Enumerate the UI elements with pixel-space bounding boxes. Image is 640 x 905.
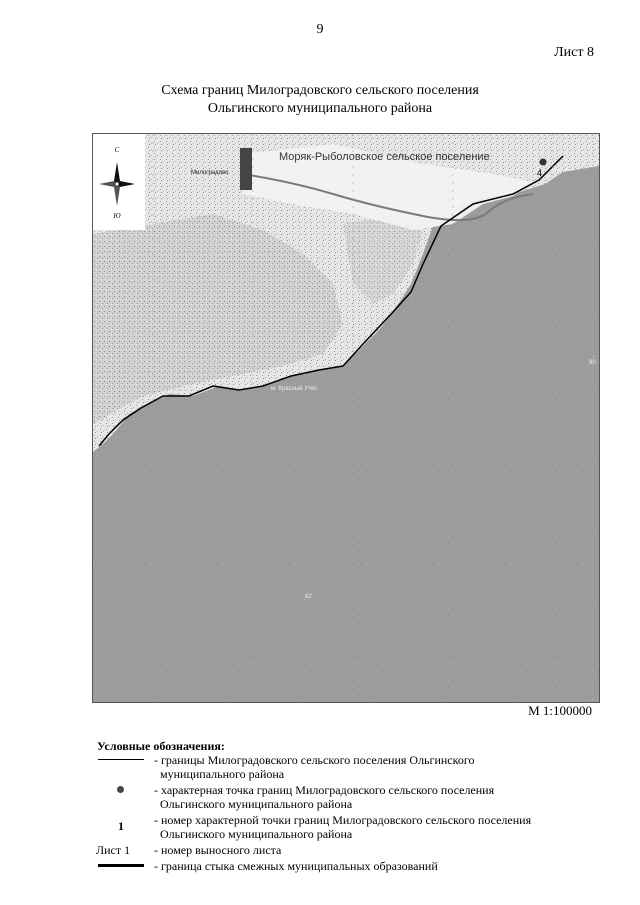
page-number: 9	[316, 22, 324, 37]
legend-title: Условные обозначения:	[97, 739, 225, 753]
legend-item-sheet	[94, 843, 594, 857]
map-title-line-1: Схема границ Милоградовского сельского поселения	[161, 83, 479, 98]
legend-symbol-number: 1	[118, 819, 124, 833]
cape-label: м. Красный Утёс	[271, 386, 318, 392]
map-scale: М 1:100000	[528, 703, 592, 718]
map-frame[interactable]	[92, 133, 600, 703]
legend-symbol-sheet: Лист 1	[96, 843, 131, 857]
settlement-label: Милоградово	[191, 170, 229, 176]
map-title	[0, 82, 640, 118]
boundary-point[interactable]	[540, 159, 547, 166]
legend-item-adjacent-boundary-text-1: - граница стыка смежных муниципальных образований	[154, 859, 438, 873]
compass-south: Ю	[113, 212, 121, 220]
legend-symbol-thick-line-icon	[94, 859, 154, 873]
legend	[94, 753, 594, 875]
legend-item-point-number	[94, 813, 594, 841]
map-title-line-2: Ольгинского муниципального района	[207, 101, 433, 116]
legend-item-boundary-text-1: - границы Милоградовского сельского поселения Ольгинского	[154, 753, 475, 767]
legend-item-boundary	[94, 753, 594, 781]
legend-item-adjacent-boundary	[94, 859, 594, 873]
sheet-label: Лист 8	[554, 45, 594, 60]
legend-item-point-text-1: - характерная точка границ Милоградовского сельского поселения	[154, 783, 495, 797]
legend-item-point-number-text-2: Ольгинского муниципального района	[160, 827, 353, 841]
legend-item-point-text-2: Ольгинского муниципального района	[160, 797, 353, 811]
legend-item-point	[94, 783, 594, 811]
boundary-point-number: 4	[537, 168, 543, 178]
neighbor-settlement-label: Моряк-Рыболовское сельское поселение	[279, 151, 490, 163]
depth-label-2: 90	[589, 360, 596, 366]
legend-item-point-number-text-1: - номер характерной точки границ Милоградовского сельского поселения	[154, 813, 532, 827]
settlement-marker	[240, 148, 252, 190]
map-canvas	[93, 134, 599, 702]
legend-item-boundary-text-2: муниципального района	[160, 767, 285, 781]
legend-symbol-dot-icon	[94, 783, 154, 797]
legend-symbol-line-icon	[94, 753, 154, 767]
depth-label-1: 82	[305, 594, 312, 600]
legend-item-sheet-text-1: - номер выносного листа	[154, 843, 282, 857]
compass-north: С	[114, 146, 120, 154]
